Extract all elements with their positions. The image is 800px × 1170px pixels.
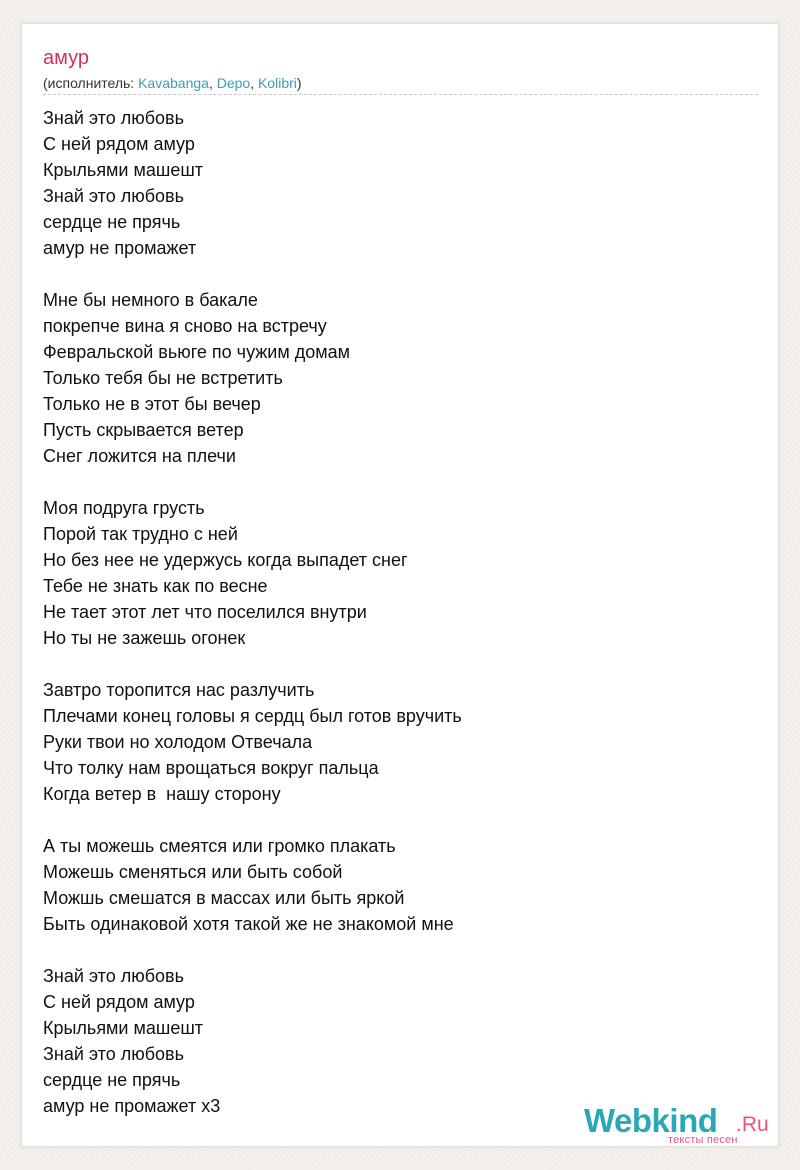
lyric-line: Плечами конец головы я сердц был готов вручить	[43, 706, 462, 726]
lyric-line: Крыльями машешт	[43, 160, 204, 180]
lyric-line: С ней рядом амур	[43, 992, 195, 1012]
performer-link-depo[interactable]: Depo	[216, 75, 251, 91]
lyric-blank-line	[43, 261, 758, 287]
lyric-line: сердце не прячь	[43, 1070, 181, 1090]
lyric-line: Знай это любовь	[43, 966, 184, 986]
lyric-line: сердце не прячь	[43, 212, 181, 232]
lyric-line: Крыльями машешт	[43, 1018, 204, 1038]
lyric-line: Февральской вьюге по чужим домам	[43, 342, 351, 362]
lyric-line: Но ты не зажешь огонек	[43, 628, 246, 648]
performer-separator: ,	[250, 75, 258, 91]
lyric-line: Моя подруга грусть	[43, 498, 205, 518]
lyric-line: А ты можешь смеятся или громко плакать	[43, 836, 396, 856]
lyric-blank-line	[43, 651, 758, 677]
lyric-line: Знай это любовь	[43, 108, 184, 128]
lyric-line: амур не промажет х3	[43, 1096, 221, 1116]
song-title: амур	[43, 47, 89, 69]
logo-domain: .Ru	[736, 1113, 769, 1136]
lyric-blank-line	[43, 937, 758, 963]
lyric-line: Знай это любовь	[43, 186, 184, 206]
lyric-line: Быть одинаковой хотя такой же не знакомой мне	[43, 914, 454, 934]
lyric-line: Пусть скрывается ветер	[43, 420, 244, 440]
webkind-logo[interactable]	[584, 1103, 774, 1145]
performer-line	[43, 74, 758, 95]
lyric-line: Что толку нам врощаться вокруг пальца	[43, 758, 379, 778]
logo-tagline: тексты песен	[668, 1134, 738, 1146]
lyric-line: Только тебя бы не встретить	[43, 368, 283, 388]
performer-link-kavabanga[interactable]: Kavabanga	[138, 75, 209, 91]
lyric-line: Мне бы немного в бакале	[43, 290, 258, 310]
logo-wordmark: Webkind	[584, 1102, 718, 1139]
lyric-line: амур не промажет	[43, 238, 197, 258]
lyric-line: Порой так трудно с ней	[43, 524, 238, 544]
lyric-line: Но без нее не удержусь когда выпадет снег	[43, 550, 408, 570]
lyric-blank-line	[43, 469, 758, 495]
performer-prefix: (исполнитель:	[43, 75, 139, 91]
performer-separator: ,	[208, 75, 217, 91]
lyric-line: Можшь смешатся в массах или быть яркой	[43, 888, 405, 908]
lyrics-text	[43, 105, 758, 1119]
performer-suffix: )	[296, 75, 302, 91]
lyric-line: Руки твои но холодом Отвечала	[43, 732, 313, 752]
lyric-line: покрепче вина я сново на встречу	[43, 316, 327, 336]
lyrics-page	[22, 24, 778, 1146]
lyric-line: Можешь сменяться или быть собой	[43, 862, 343, 882]
lyric-line: Только не в этот бы вечер	[43, 394, 261, 414]
lyric-line: Завтро торопится нас разлучить	[43, 680, 315, 700]
performer-link-kolibri[interactable]: Kolibri	[257, 75, 297, 91]
lyric-line: Снег ложится на плечи	[43, 446, 236, 466]
lyric-blank-line	[43, 807, 758, 833]
lyric-line: С ней рядом амур	[43, 134, 195, 154]
lyric-line: Не тает этот лет что поселился внутри	[43, 602, 367, 622]
lyric-line: Когда ветер в нашу сторону	[43, 784, 281, 804]
lyric-line: Тебе не знать как по весне	[43, 576, 268, 596]
lyric-line: Знай это любовь	[43, 1044, 184, 1064]
